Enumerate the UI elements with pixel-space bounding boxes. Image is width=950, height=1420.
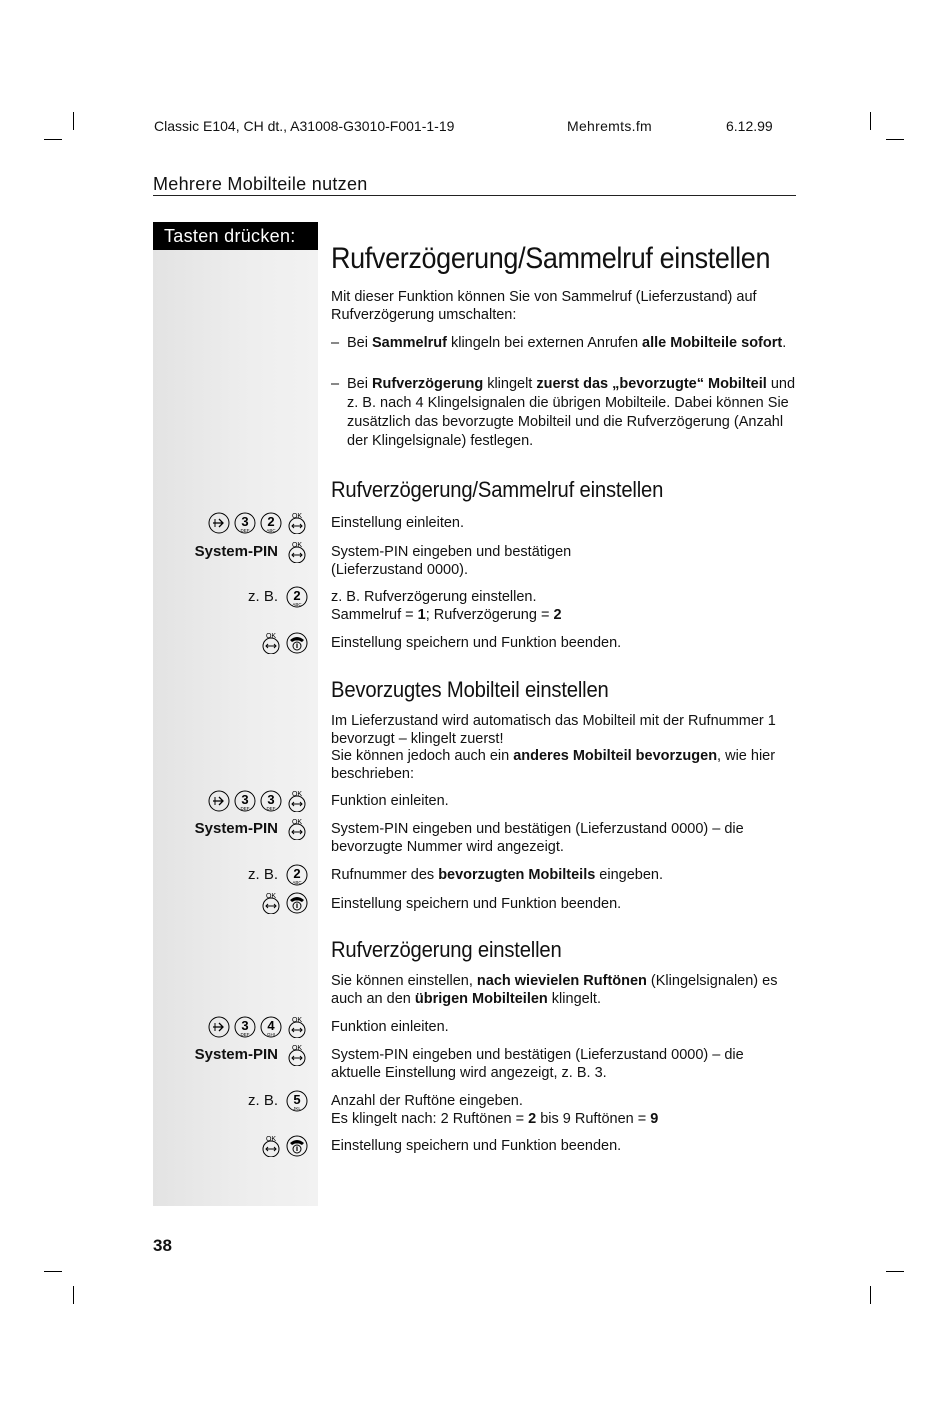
header-rule xyxy=(153,195,796,196)
digit-3-key-icon[interactable] xyxy=(260,790,282,812)
svg-text:3: 3 xyxy=(267,792,275,807)
ok-key-icon[interactable] xyxy=(260,632,282,654)
digit-3-key-icon[interactable] xyxy=(234,790,256,812)
file-name: Mehremts.fm xyxy=(567,118,652,134)
sidebar-title: Tasten drücken: xyxy=(153,222,318,250)
section-intro: Im Lieferzustand wird automatisch das Mobilteil mit der Rufnummer 1 bevorzugt – klingelt zuerst! Sie können jedoch auch ein anderes Mobilteil bevorzugen, wie hier beschrieben: xyxy=(331,713,776,782)
svg-text:DEF: DEF xyxy=(266,806,276,811)
svg-text:4: 4 xyxy=(267,1018,275,1033)
key-sequence-3 xyxy=(248,584,308,608)
digit-3-key-icon[interactable] xyxy=(234,512,256,534)
step-text: Einstellung speichern und Funktion beenden. xyxy=(331,896,622,912)
system-pin-label: System-PIN xyxy=(194,543,278,560)
step-text: Rufnummer des bevorzugten Mobilteils eingeben. xyxy=(331,867,664,883)
step-text: Funktion einleiten. xyxy=(331,1019,449,1035)
svg-text:ABC: ABC xyxy=(266,528,276,533)
step-text: System-PIN eingeben und bestätigen (Lieferzustand 0000) – die bevorzugte Nummer wird angezeigt. xyxy=(331,821,744,855)
ok-key-icon[interactable] xyxy=(286,1016,308,1038)
intro-text: Mit dieser Funktion können Sie von Sammelruf (Lieferzustand) auf Rufverzögerung umschalten: xyxy=(331,289,757,323)
ok-key-icon[interactable] xyxy=(286,512,308,534)
svg-text:3: 3 xyxy=(241,792,249,807)
step-text: Funktion einleiten. xyxy=(331,793,449,809)
bullet-sammelruf: – Bei Sammelruf klingeln bei externen Anrufen alle Mobilteile sofort. xyxy=(331,335,787,351)
key-sequence-7 xyxy=(248,862,308,886)
system-pin-label: System-PIN xyxy=(194,820,278,837)
key-sequence-9 xyxy=(208,1014,308,1038)
svg-text:3: 3 xyxy=(241,1018,249,1033)
ok-key-icon[interactable] xyxy=(260,1135,282,1157)
svg-text:JKL: JKL xyxy=(293,1106,301,1111)
page-title: Rufverzögerung/Sammelruf einstellen xyxy=(331,242,771,275)
crop-mark xyxy=(44,1271,62,1272)
crop-mark xyxy=(870,1286,871,1304)
step-text: Einstellung speichern und Funktion beenden. xyxy=(331,1138,622,1154)
step-text: Einstellung speichern und Funktion beenden. xyxy=(331,635,622,651)
end-call-key-icon[interactable] xyxy=(286,892,308,914)
step-text: z. B. Rufverzögerung einstellen. Sammelruf = 1; Rufverzögerung = 2 xyxy=(331,589,562,623)
menu-key-icon[interactable] xyxy=(208,1016,230,1038)
crop-mark xyxy=(870,112,871,130)
crop-mark xyxy=(886,139,904,140)
step-text: System-PIN eingeben und bestätigen (Lieferzustand 0000) – die aktuelle Einstellung wird angezeigt, z. B. 3. xyxy=(331,1047,744,1081)
digit-2-key-icon[interactable] xyxy=(286,586,308,608)
svg-text:2: 2 xyxy=(267,514,275,529)
ok-key-icon[interactable] xyxy=(286,1044,308,1066)
key-sequence-4 xyxy=(260,630,308,654)
doc-reference: Classic E104, CH dt., A31008-G3010-F001-1-19 xyxy=(154,118,455,134)
section-intro: Sie können einstellen, nach wievielen Ruftönen (Klingelsignalen) es auch an den übrigen Mobilteilen klingelt. xyxy=(331,973,778,1007)
svg-text:DEF: DEF xyxy=(240,528,250,533)
key-sequence-10 xyxy=(195,1042,308,1066)
digit-5-key-icon[interactable] xyxy=(286,1090,308,1112)
svg-text:ABC: ABC xyxy=(292,602,302,607)
ok-key-icon[interactable] xyxy=(286,818,308,840)
step-text: Einstellung einleiten. xyxy=(331,515,465,531)
crop-mark xyxy=(886,1271,904,1272)
section-heading-bevorzugtes: Bevorzugtes Mobilteil einstellen xyxy=(331,677,609,702)
section-title: Mehrere Mobilteile nutzen xyxy=(153,174,368,194)
example-label: z. B. xyxy=(247,866,278,883)
system-pin-label: System-PIN xyxy=(194,1046,278,1063)
ok-key-icon[interactable] xyxy=(286,541,308,563)
end-call-key-icon[interactable] xyxy=(286,632,308,654)
bullet-rufverzoegerung: – Bei Rufverzögerung klingelt zuerst das „bevorzugte“ Mobilteil und z. B. nach 4 Klingelsignalen die übrigen Mobilteile. Dabei können Sie zusätzlich das bevorzugte Mobilteil und die Rufverzögerung (Anzahl der Klingelsignale) festlegen. xyxy=(331,376,796,449)
key-sequence-5 xyxy=(208,788,308,812)
step-text: Anzahl der Ruftöne eingeben. Es klingelt nach: 2 Ruftönen = 2 bis 9 Ruftönen = 9 xyxy=(331,1093,659,1127)
section-heading-rufverzoegerung: Rufverzögerung einstellen xyxy=(331,937,562,962)
svg-text:GHI: GHI xyxy=(266,1032,276,1037)
example-label: z. B. xyxy=(247,588,278,605)
svg-text:DEF: DEF xyxy=(240,1032,250,1037)
crop-mark xyxy=(44,139,62,140)
section-heading-sammelruf: Rufverzögerung/Sammelruf einstellen xyxy=(331,477,664,502)
ok-key-icon[interactable] xyxy=(260,892,282,914)
svg-text:5: 5 xyxy=(293,1092,301,1107)
digit-4-key-icon[interactable] xyxy=(260,1016,282,1038)
doc-date: 6.12.99 xyxy=(726,118,773,134)
svg-text:2: 2 xyxy=(293,866,301,881)
svg-text:2: 2 xyxy=(293,588,301,603)
key-sequence-12 xyxy=(260,1133,308,1157)
key-sequence-6 xyxy=(195,816,308,840)
svg-text:ABC: ABC xyxy=(292,880,302,885)
key-sequence-1 xyxy=(208,510,308,534)
example-label: z. B. xyxy=(247,1092,278,1109)
end-call-key-icon[interactable] xyxy=(286,1135,308,1157)
key-sequence-8 xyxy=(260,890,308,914)
step-text: System-PIN eingeben und bestätigen (Lieferzustand 0000). xyxy=(331,544,572,578)
ok-key-icon[interactable] xyxy=(286,790,308,812)
menu-key-icon[interactable] xyxy=(208,790,230,812)
menu-key-icon[interactable] xyxy=(208,512,230,534)
page-number: 38 xyxy=(153,1236,172,1255)
digit-2-key-icon[interactable] xyxy=(286,864,308,886)
digit-2-key-icon[interactable] xyxy=(260,512,282,534)
digit-3-key-icon[interactable] xyxy=(234,1016,256,1038)
key-sequence-11 xyxy=(248,1088,308,1112)
crop-mark xyxy=(73,112,74,130)
key-sequence-2 xyxy=(195,539,308,563)
svg-text:3: 3 xyxy=(241,514,249,529)
svg-text:DEF: DEF xyxy=(240,806,250,811)
crop-mark xyxy=(73,1286,74,1304)
